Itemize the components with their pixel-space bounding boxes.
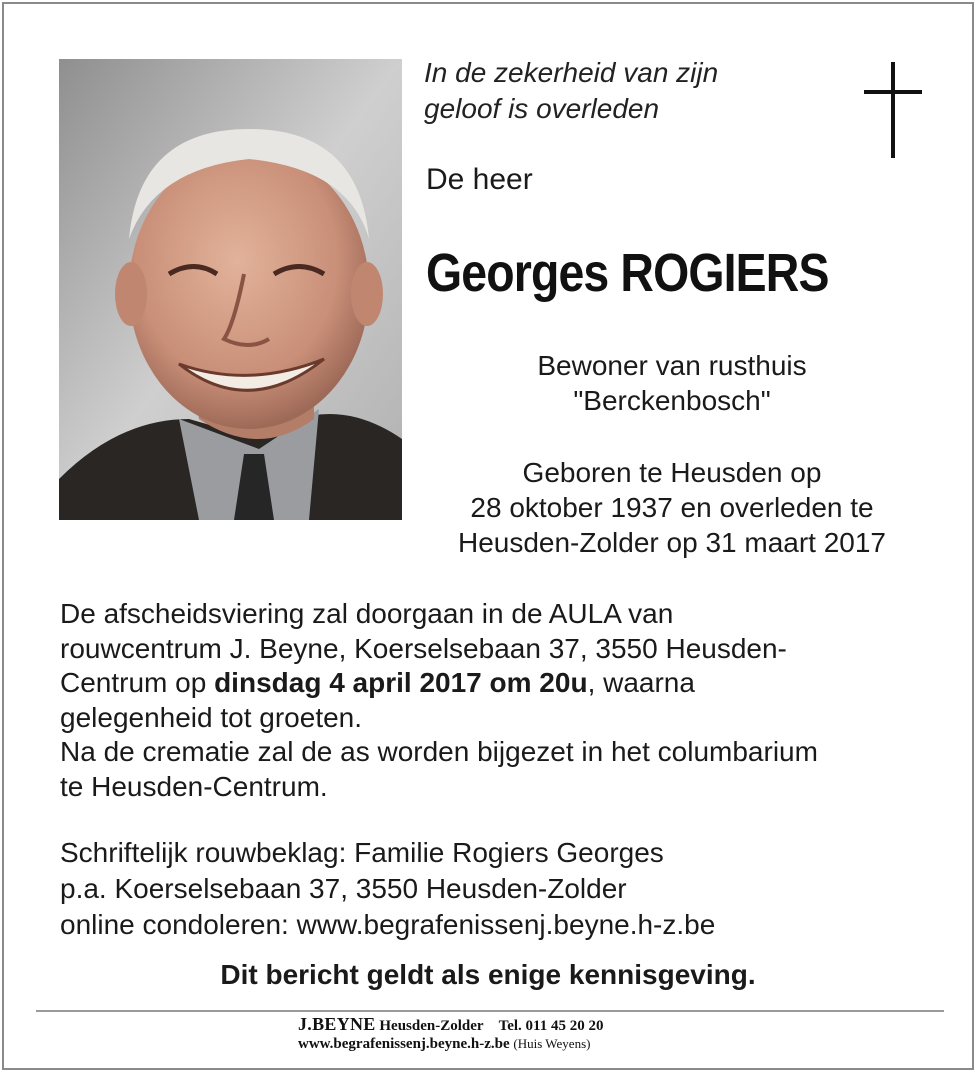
undertaker-line-2 [298,1035,603,1053]
intro-line-1: In de zekerheid van zijn [424,57,719,88]
honorific: De heer [426,163,533,196]
service-line-4: gelegenheid tot groeten. [60,701,363,733]
intro-line-2: geloof is overleden [424,93,660,124]
resident-info [412,348,932,418]
undertaker-footer [298,1016,603,1053]
intro-text [424,55,844,127]
service-line-3 [60,666,930,701]
condolence-website: online condoleren: www.begrafenissenj.beyne.h-z.be [60,909,716,940]
service-line-3-end: , waarna [587,667,695,698]
divider-line [36,1010,944,1012]
undertaker-location: Heusden-Zolder [379,1018,484,1034]
resident-line-2: "Berckenbosch" [573,385,771,416]
service-date-time: dinsdag 4 april 2017 om 20u [214,667,588,698]
service-line-6: te Heusden-Centrum. [60,770,328,802]
portrait-photo [59,59,402,520]
service-line-3-start: Centrum op [60,667,215,698]
undertaker-website: www.begrafenissenj.beyne.h-z.be [298,1036,510,1052]
undertaker-house: (Huis Weyens) [513,1036,591,1051]
condolence-info [60,835,930,943]
deceased-name: Georges ROGIERS [426,243,829,303]
undertaker-phone: Tel. 011 45 20 20 [498,1018,604,1034]
service-announcement [60,597,930,804]
resident-line-1: Bewoner van rusthuis [537,350,807,381]
condolence-line-1: Schriftelijk rouwbeklag: Familie Rogiers Georges [60,837,664,868]
birth-death-line-3: Heusden-Zolder op 31 maart 2017 [457,527,887,558]
service-line-5: Na de crematie zal de as worden bijgezet in het columbarium [60,736,818,767]
notice-text: Dit bericht geldt als enige kennisgeving. [220,959,756,990]
birth-death-line-2: 28 oktober 1937 en overleden te [470,492,874,523]
undertaker-brand: J.BEYNE [298,1014,376,1034]
undertaker-line-1 [298,1016,603,1035]
service-line-2: rouwcentrum J. Beyne, Koerselsebaan 37, 3550 Heusden- [60,632,787,664]
service-line-1: De afscheidsviering zal doorgaan in de AULA van [60,598,674,629]
birth-death-info [412,455,932,560]
condolence-address: p.a. Koerselsebaan 37, 3550 Heusden-Zolder [60,873,627,904]
birth-death-line-1: Geboren te Heusden op [522,457,822,488]
cross-icon [864,62,922,160]
